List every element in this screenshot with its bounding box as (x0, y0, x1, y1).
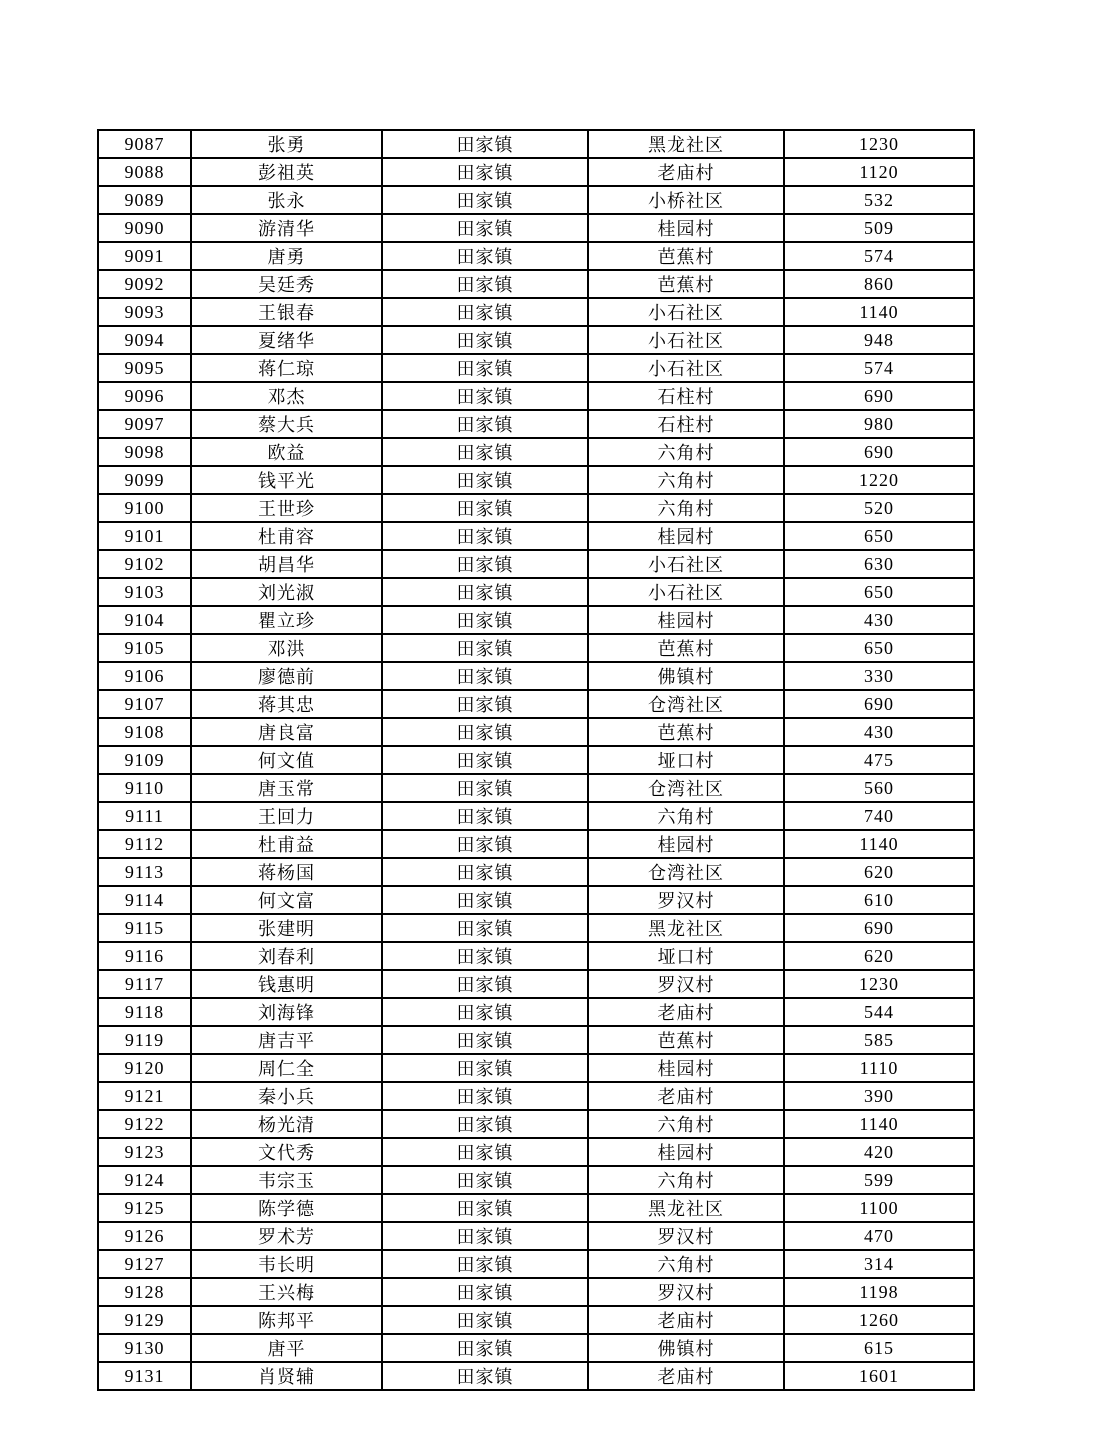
cell-name: 唐平 (191, 1334, 382, 1362)
table-row (98, 1138, 974, 1166)
cell-id: 9088 (98, 158, 191, 186)
cell-name: 蒋其忠 (191, 690, 382, 718)
cell-id: 9096 (98, 382, 191, 410)
cell-village: 垭口村 (588, 746, 784, 774)
cell-name: 周仁全 (191, 1054, 382, 1082)
table-row (98, 1222, 974, 1250)
cell-town: 田家镇 (382, 410, 588, 438)
cell-name: 刘春利 (191, 942, 382, 970)
cell-name: 瞿立珍 (191, 606, 382, 634)
cell-village: 六角村 (588, 494, 784, 522)
cell-name: 张永 (191, 186, 382, 214)
cell-name: 廖德前 (191, 662, 382, 690)
table-row (98, 270, 974, 298)
cell-name: 唐玉常 (191, 774, 382, 802)
cell-town: 田家镇 (382, 1250, 588, 1278)
cell-value: 560 (784, 774, 974, 802)
table-row (98, 466, 974, 494)
cell-village: 黑龙社区 (588, 130, 784, 158)
table-row (98, 522, 974, 550)
cell-value: 330 (784, 662, 974, 690)
cell-id: 9130 (98, 1334, 191, 1362)
cell-id: 9103 (98, 578, 191, 606)
cell-name: 钱惠明 (191, 970, 382, 998)
cell-village: 罗汉村 (588, 1278, 784, 1306)
cell-town: 田家镇 (382, 1082, 588, 1110)
table-row (98, 242, 974, 270)
cell-town: 田家镇 (382, 270, 588, 298)
cell-value: 574 (784, 354, 974, 382)
cell-village: 罗汉村 (588, 1222, 784, 1250)
cell-town: 田家镇 (382, 1222, 588, 1250)
cell-id: 9109 (98, 746, 191, 774)
cell-village: 桂园村 (588, 830, 784, 858)
cell-id: 9104 (98, 606, 191, 634)
cell-town: 田家镇 (382, 662, 588, 690)
cell-town: 田家镇 (382, 606, 588, 634)
cell-name: 陈邦平 (191, 1306, 382, 1334)
cell-name: 韦长明 (191, 1250, 382, 1278)
cell-id: 9125 (98, 1194, 191, 1222)
cell-value: 610 (784, 886, 974, 914)
cell-village: 罗汉村 (588, 970, 784, 998)
cell-town: 田家镇 (382, 1166, 588, 1194)
cell-value: 1230 (784, 970, 974, 998)
table-row (98, 802, 974, 830)
cell-value: 532 (784, 186, 974, 214)
cell-village: 桂园村 (588, 606, 784, 634)
cell-value: 1120 (784, 158, 974, 186)
cell-village: 芭蕉村 (588, 634, 784, 662)
cell-id: 9091 (98, 242, 191, 270)
cell-value: 615 (784, 1334, 974, 1362)
cell-village: 小石社区 (588, 326, 784, 354)
table-row (98, 1082, 974, 1110)
cell-value: 390 (784, 1082, 974, 1110)
cell-value: 650 (784, 578, 974, 606)
cell-value: 690 (784, 690, 974, 718)
cell-village: 黑龙社区 (588, 914, 784, 942)
cell-value: 1140 (784, 298, 974, 326)
cell-value: 690 (784, 382, 974, 410)
cell-village: 芭蕉村 (588, 1026, 784, 1054)
cell-village: 芭蕉村 (588, 270, 784, 298)
cell-name: 张勇 (191, 130, 382, 158)
cell-village: 桂园村 (588, 214, 784, 242)
cell-value: 1230 (784, 130, 974, 158)
cell-name: 欧益 (191, 438, 382, 466)
table-row (98, 186, 974, 214)
cell-id: 9126 (98, 1222, 191, 1250)
cell-id: 9127 (98, 1250, 191, 1278)
cell-town: 田家镇 (382, 1138, 588, 1166)
cell-name: 吴廷秀 (191, 270, 382, 298)
cell-name: 蒋杨国 (191, 858, 382, 886)
cell-value: 650 (784, 522, 974, 550)
cell-value: 1100 (784, 1194, 974, 1222)
cell-village: 石柱村 (588, 410, 784, 438)
cell-name: 蒋仁琼 (191, 354, 382, 382)
cell-value: 585 (784, 1026, 974, 1054)
cell-value: 599 (784, 1166, 974, 1194)
cell-value: 1601 (784, 1362, 974, 1390)
cell-village: 石柱村 (588, 382, 784, 410)
cell-name: 唐吉平 (191, 1026, 382, 1054)
cell-value: 430 (784, 606, 974, 634)
cell-value: 544 (784, 998, 974, 1026)
cell-village: 仓湾社区 (588, 690, 784, 718)
cell-name: 王回力 (191, 802, 382, 830)
cell-id: 9102 (98, 550, 191, 578)
cell-name: 王兴梅 (191, 1278, 382, 1306)
table-row (98, 690, 974, 718)
cell-id: 9112 (98, 830, 191, 858)
cell-town: 田家镇 (382, 158, 588, 186)
table-row (98, 1250, 974, 1278)
cell-value: 650 (784, 634, 974, 662)
cell-village: 六角村 (588, 1166, 784, 1194)
cell-village: 桂园村 (588, 522, 784, 550)
cell-name: 杜甫容 (191, 522, 382, 550)
cell-town: 田家镇 (382, 1054, 588, 1082)
cell-village: 仓湾社区 (588, 774, 784, 802)
cell-town: 田家镇 (382, 970, 588, 998)
cell-id: 9105 (98, 634, 191, 662)
cell-name: 唐良富 (191, 718, 382, 746)
records-table (97, 129, 975, 1391)
table-row (98, 1194, 974, 1222)
cell-name: 文代秀 (191, 1138, 382, 1166)
cell-id: 9118 (98, 998, 191, 1026)
cell-value: 314 (784, 1250, 974, 1278)
cell-village: 小石社区 (588, 578, 784, 606)
cell-value: 690 (784, 438, 974, 466)
cell-town: 田家镇 (382, 466, 588, 494)
cell-town: 田家镇 (382, 690, 588, 718)
cell-town: 田家镇 (382, 1026, 588, 1054)
cell-value: 420 (784, 1138, 974, 1166)
cell-town: 田家镇 (382, 914, 588, 942)
cell-town: 田家镇 (382, 802, 588, 830)
cell-town: 田家镇 (382, 214, 588, 242)
cell-id: 9100 (98, 494, 191, 522)
table-row (98, 746, 974, 774)
table-row (98, 130, 974, 158)
cell-id: 9120 (98, 1054, 191, 1082)
table-row (98, 1334, 974, 1362)
cell-village: 桂园村 (588, 1054, 784, 1082)
cell-id: 9099 (98, 466, 191, 494)
table-row (98, 942, 974, 970)
cell-name: 蔡大兵 (191, 410, 382, 438)
table-row (98, 998, 974, 1026)
cell-town: 田家镇 (382, 550, 588, 578)
table-row (98, 354, 974, 382)
table-row (98, 298, 974, 326)
cell-village: 垭口村 (588, 942, 784, 970)
table-row (98, 1278, 974, 1306)
cell-name: 邓洪 (191, 634, 382, 662)
cell-town: 田家镇 (382, 438, 588, 466)
cell-id: 9116 (98, 942, 191, 970)
cell-town: 田家镇 (382, 186, 588, 214)
cell-name: 邓杰 (191, 382, 382, 410)
cell-name: 肖贤辅 (191, 1362, 382, 1390)
cell-village: 仓湾社区 (588, 858, 784, 886)
cell-town: 田家镇 (382, 1362, 588, 1390)
cell-value: 1260 (784, 1306, 974, 1334)
table-row (98, 578, 974, 606)
cell-village: 六角村 (588, 438, 784, 466)
table-row (98, 886, 974, 914)
cell-value: 620 (784, 858, 974, 886)
table-row (98, 438, 974, 466)
cell-name: 秦小兵 (191, 1082, 382, 1110)
cell-id: 9087 (98, 130, 191, 158)
cell-village: 桂园村 (588, 1138, 784, 1166)
cell-id: 9098 (98, 438, 191, 466)
table-row (98, 774, 974, 802)
cell-value: 1140 (784, 830, 974, 858)
cell-village: 小石社区 (588, 354, 784, 382)
cell-town: 田家镇 (382, 998, 588, 1026)
table-row (98, 970, 974, 998)
cell-town: 田家镇 (382, 746, 588, 774)
cell-value: 430 (784, 718, 974, 746)
table-row (98, 718, 974, 746)
table-row (98, 914, 974, 942)
cell-id: 9092 (98, 270, 191, 298)
cell-town: 田家镇 (382, 326, 588, 354)
cell-name: 彭祖英 (191, 158, 382, 186)
cell-id: 9122 (98, 1110, 191, 1138)
cell-value: 574 (784, 242, 974, 270)
cell-id: 9121 (98, 1082, 191, 1110)
cell-name: 杜甫益 (191, 830, 382, 858)
cell-id: 9107 (98, 690, 191, 718)
cell-name: 刘海锋 (191, 998, 382, 1026)
cell-id: 9117 (98, 970, 191, 998)
cell-id: 9124 (98, 1166, 191, 1194)
cell-town: 田家镇 (382, 522, 588, 550)
cell-village: 佛镇村 (588, 662, 784, 690)
cell-id: 9111 (98, 802, 191, 830)
cell-name: 游清华 (191, 214, 382, 242)
cell-value: 470 (784, 1222, 974, 1250)
cell-id: 9114 (98, 886, 191, 914)
cell-id: 9097 (98, 410, 191, 438)
cell-town: 田家镇 (382, 634, 588, 662)
cell-value: 1140 (784, 1110, 974, 1138)
cell-village: 六角村 (588, 1250, 784, 1278)
cell-id: 9108 (98, 718, 191, 746)
cell-name: 何文富 (191, 886, 382, 914)
cell-name: 张建明 (191, 914, 382, 942)
cell-village: 罗汉村 (588, 886, 784, 914)
cell-town: 田家镇 (382, 1334, 588, 1362)
cell-id: 9119 (98, 1026, 191, 1054)
table-row (98, 214, 974, 242)
cell-value: 1220 (784, 466, 974, 494)
cell-village: 小桥社区 (588, 186, 784, 214)
table-row (98, 550, 974, 578)
cell-id: 9113 (98, 858, 191, 886)
cell-id: 9115 (98, 914, 191, 942)
cell-name: 胡昌华 (191, 550, 382, 578)
cell-village: 六角村 (588, 802, 784, 830)
cell-id: 9110 (98, 774, 191, 802)
cell-village: 芭蕉村 (588, 242, 784, 270)
cell-value: 1110 (784, 1054, 974, 1082)
table-row (98, 1054, 974, 1082)
cell-village: 黑龙社区 (588, 1194, 784, 1222)
table-row (98, 410, 974, 438)
cell-village: 小石社区 (588, 550, 784, 578)
cell-name: 何文值 (191, 746, 382, 774)
cell-village: 老庙村 (588, 1306, 784, 1334)
cell-town: 田家镇 (382, 130, 588, 158)
cell-value: 860 (784, 270, 974, 298)
cell-town: 田家镇 (382, 354, 588, 382)
cell-id: 9106 (98, 662, 191, 690)
cell-town: 田家镇 (382, 830, 588, 858)
table-row (98, 1026, 974, 1054)
cell-id: 9095 (98, 354, 191, 382)
cell-name: 王银春 (191, 298, 382, 326)
cell-town: 田家镇 (382, 1110, 588, 1138)
table-row (98, 830, 974, 858)
cell-value: 475 (784, 746, 974, 774)
cell-id: 9131 (98, 1362, 191, 1390)
cell-village: 芭蕉村 (588, 718, 784, 746)
table-row (98, 634, 974, 662)
cell-town: 田家镇 (382, 942, 588, 970)
cell-village: 老庙村 (588, 1362, 784, 1390)
table-row (98, 382, 974, 410)
cell-town: 田家镇 (382, 886, 588, 914)
cell-town: 田家镇 (382, 578, 588, 606)
cell-village: 老庙村 (588, 1082, 784, 1110)
table-row (98, 1110, 974, 1138)
cell-value: 509 (784, 214, 974, 242)
cell-town: 田家镇 (382, 298, 588, 326)
cell-id: 9090 (98, 214, 191, 242)
cell-village: 小石社区 (588, 298, 784, 326)
cell-id: 9129 (98, 1306, 191, 1334)
cell-village: 六角村 (588, 1110, 784, 1138)
cell-town: 田家镇 (382, 774, 588, 802)
cell-town: 田家镇 (382, 1194, 588, 1222)
cell-town: 田家镇 (382, 858, 588, 886)
cell-id: 9101 (98, 522, 191, 550)
cell-id: 9094 (98, 326, 191, 354)
cell-value: 980 (784, 410, 974, 438)
cell-value: 948 (784, 326, 974, 354)
cell-value: 630 (784, 550, 974, 578)
table-row (98, 858, 974, 886)
cell-name: 夏绪华 (191, 326, 382, 354)
cell-name: 王世珍 (191, 494, 382, 522)
cell-village: 佛镇村 (588, 1334, 784, 1362)
cell-name: 刘光淑 (191, 578, 382, 606)
cell-id: 9123 (98, 1138, 191, 1166)
cell-town: 田家镇 (382, 1278, 588, 1306)
table-row (98, 1362, 974, 1390)
cell-village: 老庙村 (588, 998, 784, 1026)
cell-town: 田家镇 (382, 382, 588, 410)
cell-id: 9089 (98, 186, 191, 214)
cell-name: 钱平光 (191, 466, 382, 494)
cell-town: 田家镇 (382, 494, 588, 522)
cell-village: 老庙村 (588, 158, 784, 186)
cell-value: 520 (784, 494, 974, 522)
table-row (98, 662, 974, 690)
cell-value: 740 (784, 802, 974, 830)
cell-name: 唐勇 (191, 242, 382, 270)
cell-value: 620 (784, 942, 974, 970)
cell-name: 韦宗玉 (191, 1166, 382, 1194)
table-row (98, 606, 974, 634)
table-row (98, 494, 974, 522)
cell-town: 田家镇 (382, 242, 588, 270)
cell-name: 罗术芳 (191, 1222, 382, 1250)
cell-name: 陈学德 (191, 1194, 382, 1222)
cell-id: 9093 (98, 298, 191, 326)
table-row (98, 158, 974, 186)
cell-id: 9128 (98, 1278, 191, 1306)
cell-town: 田家镇 (382, 1306, 588, 1334)
records-table-body (98, 130, 974, 1390)
cell-value: 690 (784, 914, 974, 942)
table-row (98, 1166, 974, 1194)
table-row (98, 326, 974, 354)
cell-value: 1198 (784, 1278, 974, 1306)
cell-village: 六角村 (588, 466, 784, 494)
table-row (98, 1306, 974, 1334)
cell-name: 杨光清 (191, 1110, 382, 1138)
cell-town: 田家镇 (382, 718, 588, 746)
